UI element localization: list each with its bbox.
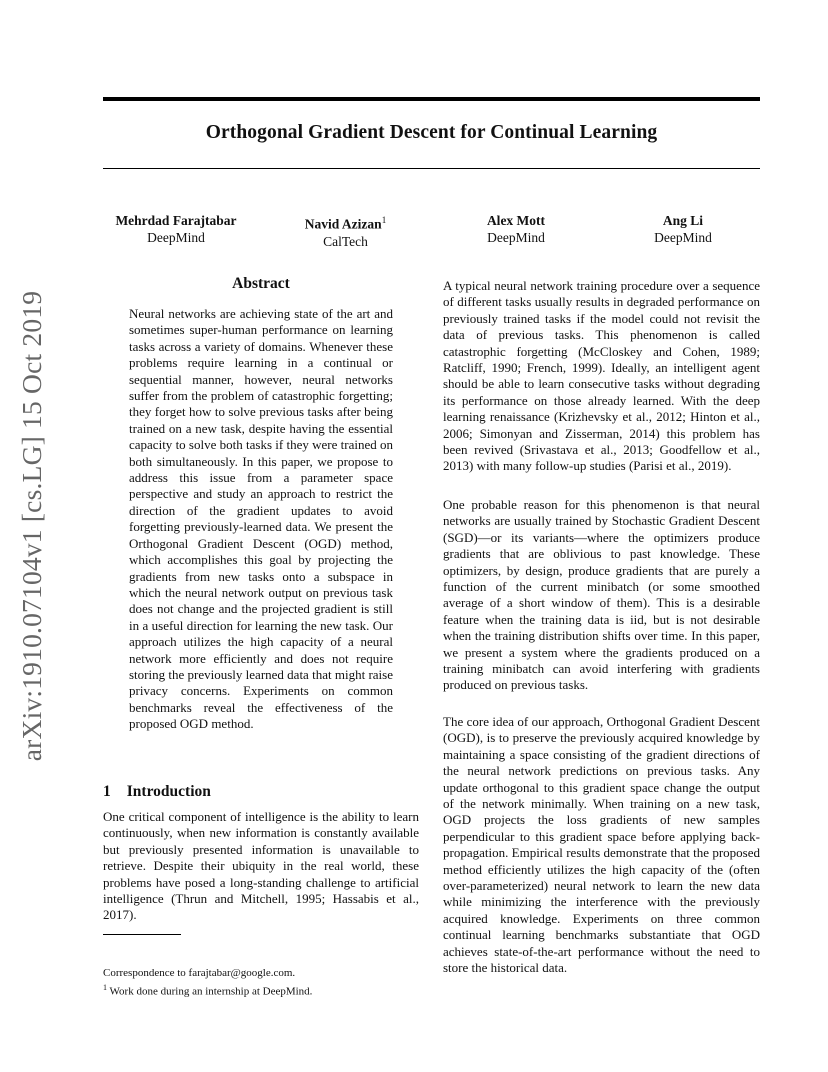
right-column-paragraph-3 [443,714,760,977]
footnotes [103,967,419,999]
author-2 [283,212,408,250]
abstract-text: Neural networks are achieving state of the art and sometimes super-human performance on learning tasks across a variety of domains. Whenever these problems require learning in a continual or sequential manner, however, neural networks suffer from the problem of catastrophic forgetting; they forget how to solve previous tasks after being trained on a new task, despite having the essential capacity to solve both tasks if they were trained on both simultaneously. In this paper, we propose to address this issue from a parameter space perspective and study an approach to restrict the direction of the gradient updates to avoid forgetting previously-learned data. We present the Orthogonal Gradient Descent (OGD) method, which accomplishes this goal by projecting the gradients from new tasks onto a subspace in which the neural network output on previous task does not change and the projected gradient is still in a useful direction for learning the new task. Our approach utilizes the high capacity of a neural network more efficiently and does not require storing the previously learned data that might raise privacy concerns. Experiments on common benchmarks reveal the effectiveness of the proposed OGD method. [129,306,393,732]
author-name: Mehrdad Farajtabar [115,213,237,228]
author-affiliation: CalTech [323,233,368,249]
right-column-paragraph-1 [443,278,760,475]
paragraph-text: One probable reason for this phenomenon is that neural networks are usually trained by Stochastic Gradient Descent (SGD)—or its variants—where the optimizers produce gradients that are oblivious to past knowledge. These optimizers, by design, produce gradients that are purely a function of the current minibatch (or some smoothed average of a short window of them). This is a desirable feature when the training data is iid, but is not desirable when the training distribution shifts over time. In this paper, we present a system where the gradients produced on a training minibatch can avoid interfering with gradients produced on previous tasks. [443,497,760,693]
title-bottom-rule [103,168,760,169]
abstract-body [129,306,393,733]
author-name: Navid Azizan$^1$ [304,215,387,232]
paragraph-text: The core idea of our approach, Orthogonal Gradient Descent (OGD), is to preserve the previously acquired knowledge by maintaining a space consisting of the gradient directions of the neural network predictions on previous tasks. Any update orthogonal to this gradient space change the output of the network minimally. When training on a new task, OGD projects the loss gradients of new samples perpendicular to this gradient space before applying back-propagation. Empirical results demonstrate that the proposed method efficiently utilizes the high capacity of the (often over-parameterized) neural network to learn the new data while minimizing the interference with the previously acquired knowledge. Experiments on three common continual learning benchmarks substantiate that OGD achieves state-of-the-art performance without the need to store the historical data. [443,714,760,976]
footnote-1 [103,981,419,999]
paragraph-text: A typical neural network training procedure over a sequence of different tasks usually results in degraded performance on previously trained tasks if the model could not revisit the data of previous tasks. This phenomenon is called catastrophic forgetting (McCloskey and Cohen, 1989; Ratcliff, 1990; French, 1999). Ideally, an intelligent agent should be able to learn consecutive tasks without degrading its performance on those already learned. With the deep learning renaissance (Krizhevsky et al., 2012; Hinton et al., 2006; Simonyan and Zisserman, 2014) this problem has been revived (Srivastava et al., 2013; Goodfellow et al., 2013) with many follow-up studies (Parisi et al., 2019). [443,278,760,474]
title-top-rule [103,97,760,101]
introduction-body [103,809,419,924]
author-name: Ang Li [662,213,704,228]
author-affiliation: DeepMind [147,230,205,245]
author-1 [103,212,249,246]
arxiv-id: arXiv:1910.07104v1 [cs.LG] 15 Oct 2019 [16,290,48,762]
right-column-paragraph-2 [443,497,760,694]
author-footnote-mark: 1 [381,215,387,225]
footnote-mark: 1 [103,982,107,992]
author-affiliation: DeepMind [487,230,545,245]
author-4 [628,212,738,246]
arxiv-sidebar-stamp [4,286,60,766]
author-name: Alex Mott [486,213,546,228]
footnote-text: Work done during an internship at DeepMind. [107,985,313,998]
paper-title: Orthogonal Gradient Descent for Continual Learning [205,122,658,143]
author-3 [458,212,574,246]
abstract-heading: Abstract [232,275,290,292]
footnote-rule [103,934,181,935]
section-number: 1 [103,783,111,800]
author-affiliation: DeepMind [654,230,712,245]
introduction-paragraph: One critical component of intelligence is the ability to learn continuously, when new information is constantly available but previously presented information is unavailable to retrieve. Despite their ubiquity in the real world, these problems have posed a long-standing challenge to artificial intelligence (Thrun and Mitchell, 1995; Hassabis et al., 2017). [103,809,419,923]
section-title: Introduction [126,783,211,800]
section-heading-introduction [103,783,211,801]
correspondence-note: Correspondence to farajtabar@google.com. [103,967,296,979]
